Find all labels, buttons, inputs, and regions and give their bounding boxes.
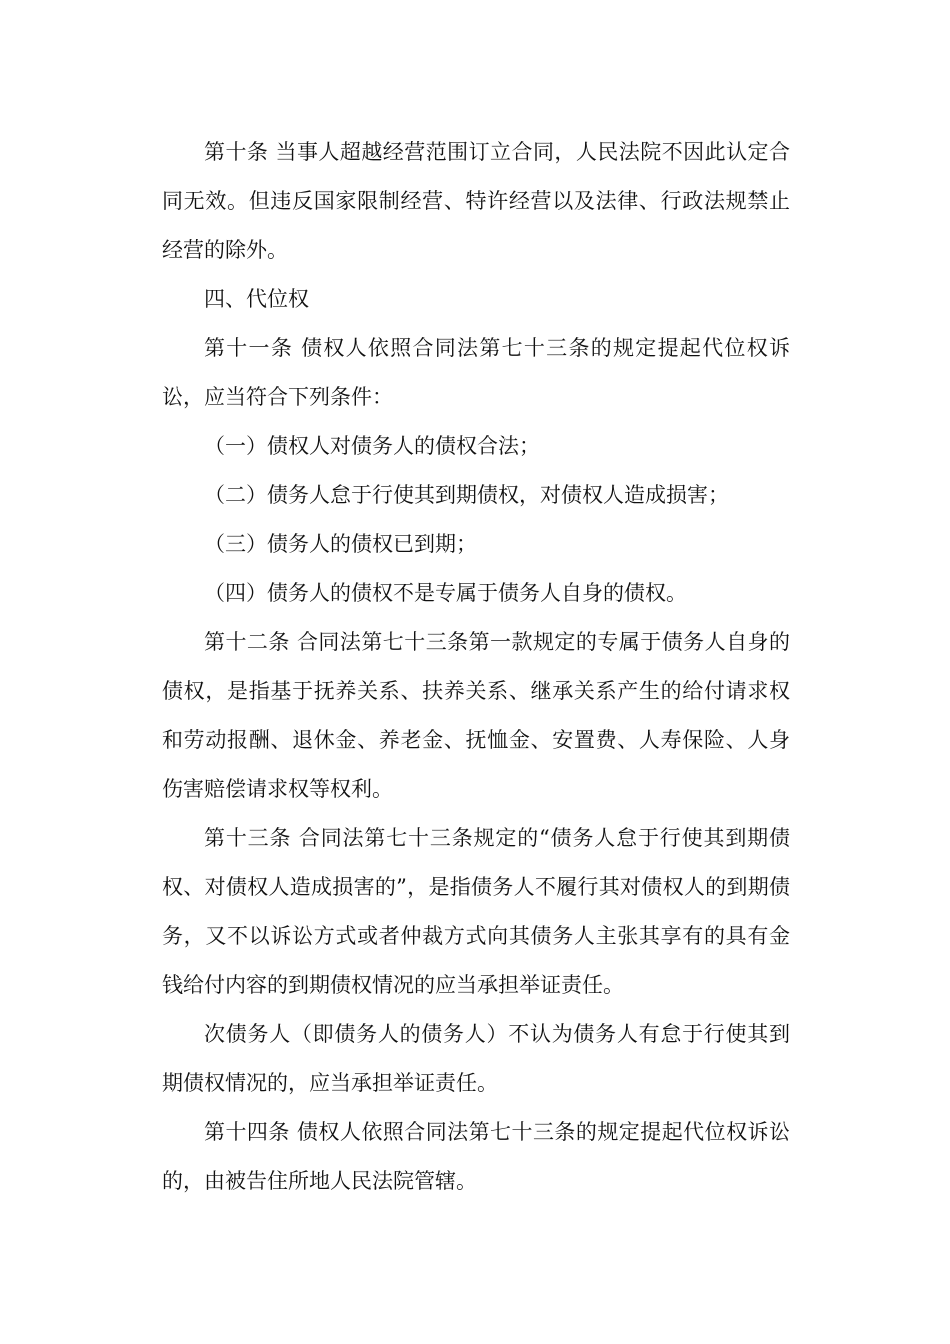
secondary-debtor-paragraph: 次债务人（即债务人的债务人）不认为债务人有怠于行使其到期债权情况的，应当承担举证责任。 <box>162 1022 790 1095</box>
condition-item-3: （三）债务人的债权已到期； <box>204 532 477 556</box>
article-10-paragraph: 第十条 当事人超越经营范围订立合同，人民法院不因此认定合同无效。但违反国家限制经营、特许经营以及法律、行政法规禁止经营的除外。 <box>162 140 790 262</box>
article-13-paragraph: 第十三条 合同法第七十三条规定的“债务人怠于行使其到期债权、对债权人造成损害的”，是指债务人不履行其对债权人的到期债务，又不以诉讼方式或者仲裁方式向其债务人主张其享有的具有金钱给付内容的到期债权情况的应当承担举证责任。 <box>162 826 790 997</box>
condition-item-4: （四）债务人的债权不是专属于债务人自身的债权。 <box>204 581 687 605</box>
article-12-paragraph: 第十二条 合同法第七十三条第一款规定的专属于债务人自身的债权，是指基于抚养关系、扶养关系、继承关系产生的给付请求权和劳动报酬、退休金、养老金、抚恤金、安置费、人寿保险、人身伤害赔偿请求权等权利。 <box>162 630 790 801</box>
condition-item-2: （二）债务人怠于行使其到期债权，对债权人造成损害； <box>204 483 729 507</box>
condition-item-1: （一）债权人对债务人的债权合法； <box>204 434 540 458</box>
article-11-paragraph: 第十一条 债权人依照合同法第七十三条的规定提起代位权诉讼，应当符合下列条件： <box>162 336 790 409</box>
article-14-paragraph: 第十四条 债权人依照合同法第七十三条的规定提起代位权诉讼的，由被告住所地人民法院管辖。 <box>162 1120 790 1193</box>
body-text <box>162 128 790 1206</box>
section-heading-subrogation: 四、代位权 <box>204 287 309 311</box>
